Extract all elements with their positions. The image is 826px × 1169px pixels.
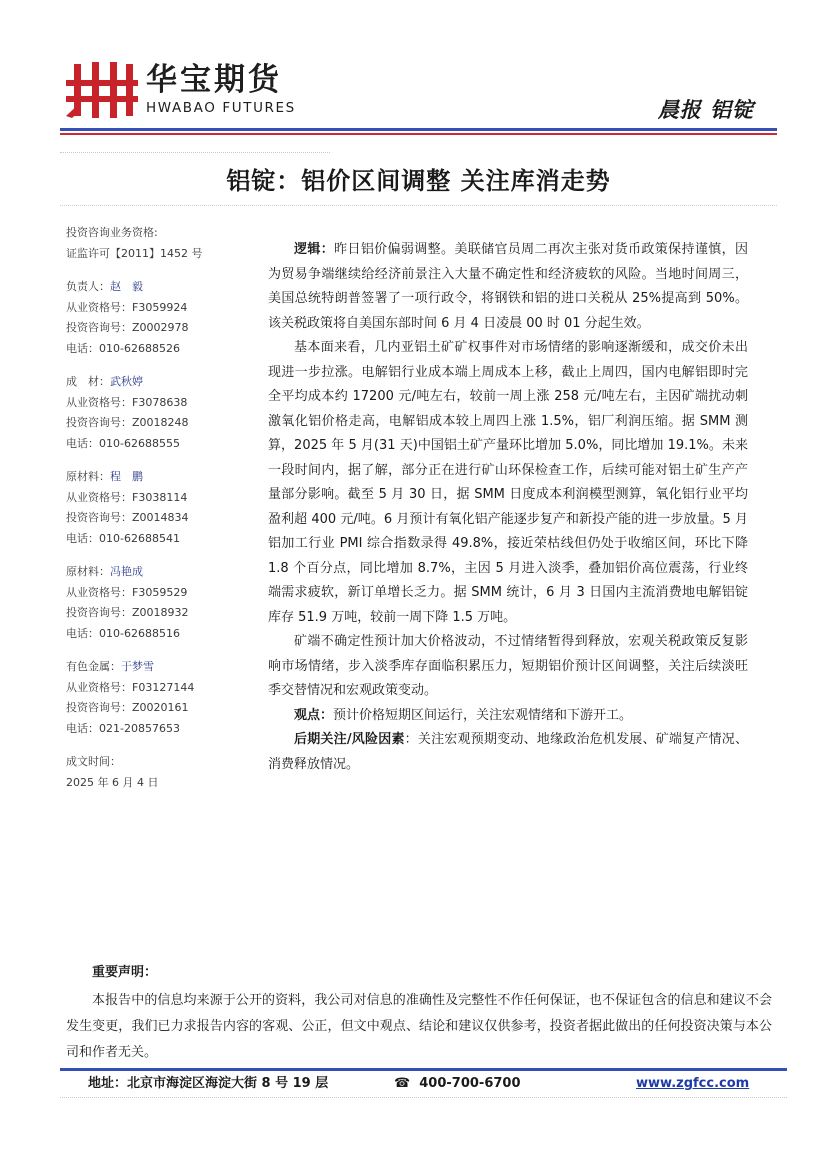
header-dotted-divider xyxy=(60,152,330,153)
phone-icon: ☎ xyxy=(394,1076,411,1091)
date-label: 成文时间： xyxy=(66,755,121,768)
risk-text: ：关注宏观预期变动、地缘政治危机发展、矿端复产情况、消费释放情况。 xyxy=(268,732,748,772)
contact-consult-number: 投资咨询号：Z0018248 xyxy=(66,416,189,429)
header-rule-blue xyxy=(60,128,777,131)
header-rule-red xyxy=(60,133,777,135)
footer-phone xyxy=(394,1073,521,1095)
contact-consult-number: 投资咨询号：Z0014834 xyxy=(66,511,189,524)
title-dotted-divider xyxy=(60,205,777,206)
view-paragraph xyxy=(268,704,748,729)
contact-block xyxy=(66,372,256,454)
contact-phone: 电话：021-20857653 xyxy=(66,721,180,735)
contact-block xyxy=(66,277,256,359)
contact-role: 有色金属： xyxy=(66,660,121,673)
brand-name-cn: 华宝期货 xyxy=(146,62,282,98)
contact-license: 从业资格号：F3038114 xyxy=(66,490,188,504)
outlook-paragraph: 矿端不确定性预计加大价格波动，不过情绪暂得到释放，宏观关税政策反复影响市场情绪，步入淡季库存面临积累压力，短期铝价预计区间调整，关注后续淡旺季交替情况和宏观政策变动。 xyxy=(268,634,748,698)
contact-name: 冯艳成 xyxy=(110,565,143,578)
page-title: 铝锭：铝价区间调整 关注库消走势 xyxy=(226,167,611,195)
contact-block xyxy=(66,467,256,549)
disclaimer-text: 本报告中的信息均来源于公开的资料，我公司对信息的准确性及完整性不作任何保证，也不保证包含的信息和建议不会发生变更，我们已力求报告内容的客观、公正，但文中观点、结论和建议仅供参考，投资者据此做出的任何投资决策与本公司和作者无关。 xyxy=(66,993,772,1060)
footer-address: 地址：北京市海淀区海淀大街 8 号 19 层 xyxy=(88,1076,329,1091)
qualification-label: 投资咨询业务资格: xyxy=(66,226,158,239)
contact-name: 程 鹏 xyxy=(110,470,143,483)
footer-dotted-divider xyxy=(60,1097,787,1098)
contact-consult-number: 投资咨询号：Z0020161 xyxy=(66,701,189,714)
contact-consult-number: 投资咨询号：Z0002978 xyxy=(66,321,189,334)
contact-role: 原材料： xyxy=(66,565,110,578)
contact-phone: 电话：010-62688541 xyxy=(66,531,180,545)
contact-name: 武秋婷 xyxy=(110,375,143,388)
view-label: 观点： xyxy=(294,707,334,723)
risk-label: 后期关注/风险因素 xyxy=(294,732,405,747)
contact-license: 从业资格号：F3059924 xyxy=(66,300,188,314)
logic-paragraph xyxy=(268,238,748,336)
report-type: 晨报 铝锭 xyxy=(657,97,754,122)
brand-name-en: HWABAO FUTURES xyxy=(146,100,296,116)
disclaimer-title: 重要声明： xyxy=(92,965,158,980)
contact-consult-number: 投资咨询号：Z0018932 xyxy=(66,606,189,619)
contact-phone: 电话：010-62688516 xyxy=(66,626,180,640)
website-link[interactable]: www.zgfcc.com xyxy=(636,1076,750,1091)
footer-rule-blue xyxy=(60,1068,787,1071)
date-value: 2025 年 6 月 4 日 xyxy=(66,775,159,789)
contact-name: 于梦雪 xyxy=(121,660,154,673)
analyst-sidebar xyxy=(66,223,256,793)
contact-role: 成 材： xyxy=(66,375,110,388)
contact-block xyxy=(66,657,256,739)
contact-block xyxy=(66,562,256,644)
phone-number: 400-700-6700 xyxy=(419,1076,521,1091)
contact-license: 从业资格号：F03127144 xyxy=(66,680,195,694)
contact-role: 原材料： xyxy=(66,470,110,483)
logic-text: 昨日铝价偏弱调整。美联储官员周二再次主张对货币政策保持谨慎，因为贸易争端继续给经济前景注入大量不确定性和经济疲软的风险。当地时间周三，美国总统特朗普签署了一项行政令，将钢铁和铝的进口关税从 25%提高到 50%。该关税政策将自美国东部时间 6 月 4 日凌晨 00 时 01 分起生效。 xyxy=(268,242,748,331)
contact-license: 从业资格号：F3059529 xyxy=(66,585,188,599)
fundamentals-paragraph: 基本面来看，几内亚铝土矿矿权事件对市场情绪的影响逐渐缓和，成交价未出现进一步拉涨。电解铝行业成本端上周成本上移，截止上周四，国内电解铝即时完全平均成本约 17200 元/吨左右，较前一周上涨 258 元/吨左右，主因矿端扰动刺激氧化铝价格走高，电解铝成本较上周四上涨 1.5%，铝厂利润压缩。据 SMM 测算，2025 年 5 月(31 天)中国铝土矿产量环比增加 5.0%，同比增加 19.1%。未来一段时间内，据了解，部分正在进行矿山环保检查工作，后续可能对铝土矿生产产量部分影响。截至 5 月 30 日，据 SMM 日度成本利润模型测算，氧化铝行业平均盈利超 400 元/吨。6 月预计有氧化铝产能逐步复产和新投产能的进一步放量。5 月铝加工行业 PMI 综合指数录得 49.8%，接近荣枯线但仍处于收缩区间，环比下降 1.8 个百分点，同比增加 8.7%，主因 5 月进入淡季，叠加铝价高位震荡，行业终端需求疲软，新订单增长乏力。据 SMM 统计，6 月 3 日国内主流消费地电解铝锭库存 51.9 万吨，较前一周下降 1.5 万吨。 xyxy=(268,340,748,625)
risk-paragraph xyxy=(268,728,748,777)
report-body xyxy=(268,238,748,777)
logic-label: 逻辑： xyxy=(294,242,335,257)
contact-phone: 电话：010-62688526 xyxy=(66,341,180,355)
contact-name: 赵 毅 xyxy=(110,280,143,293)
qualification-value: 证监许可【2011】1452 号 xyxy=(66,246,203,260)
contact-license: 从业资格号：F3078638 xyxy=(66,395,188,409)
view-text: 预计价格短期区间运行，关注宏观情绪和下游开工。 xyxy=(333,707,633,723)
hwabao-logo-icon xyxy=(66,62,138,118)
contact-phone: 电话：010-62688555 xyxy=(66,436,180,450)
contact-role: 负责人： xyxy=(66,280,110,293)
